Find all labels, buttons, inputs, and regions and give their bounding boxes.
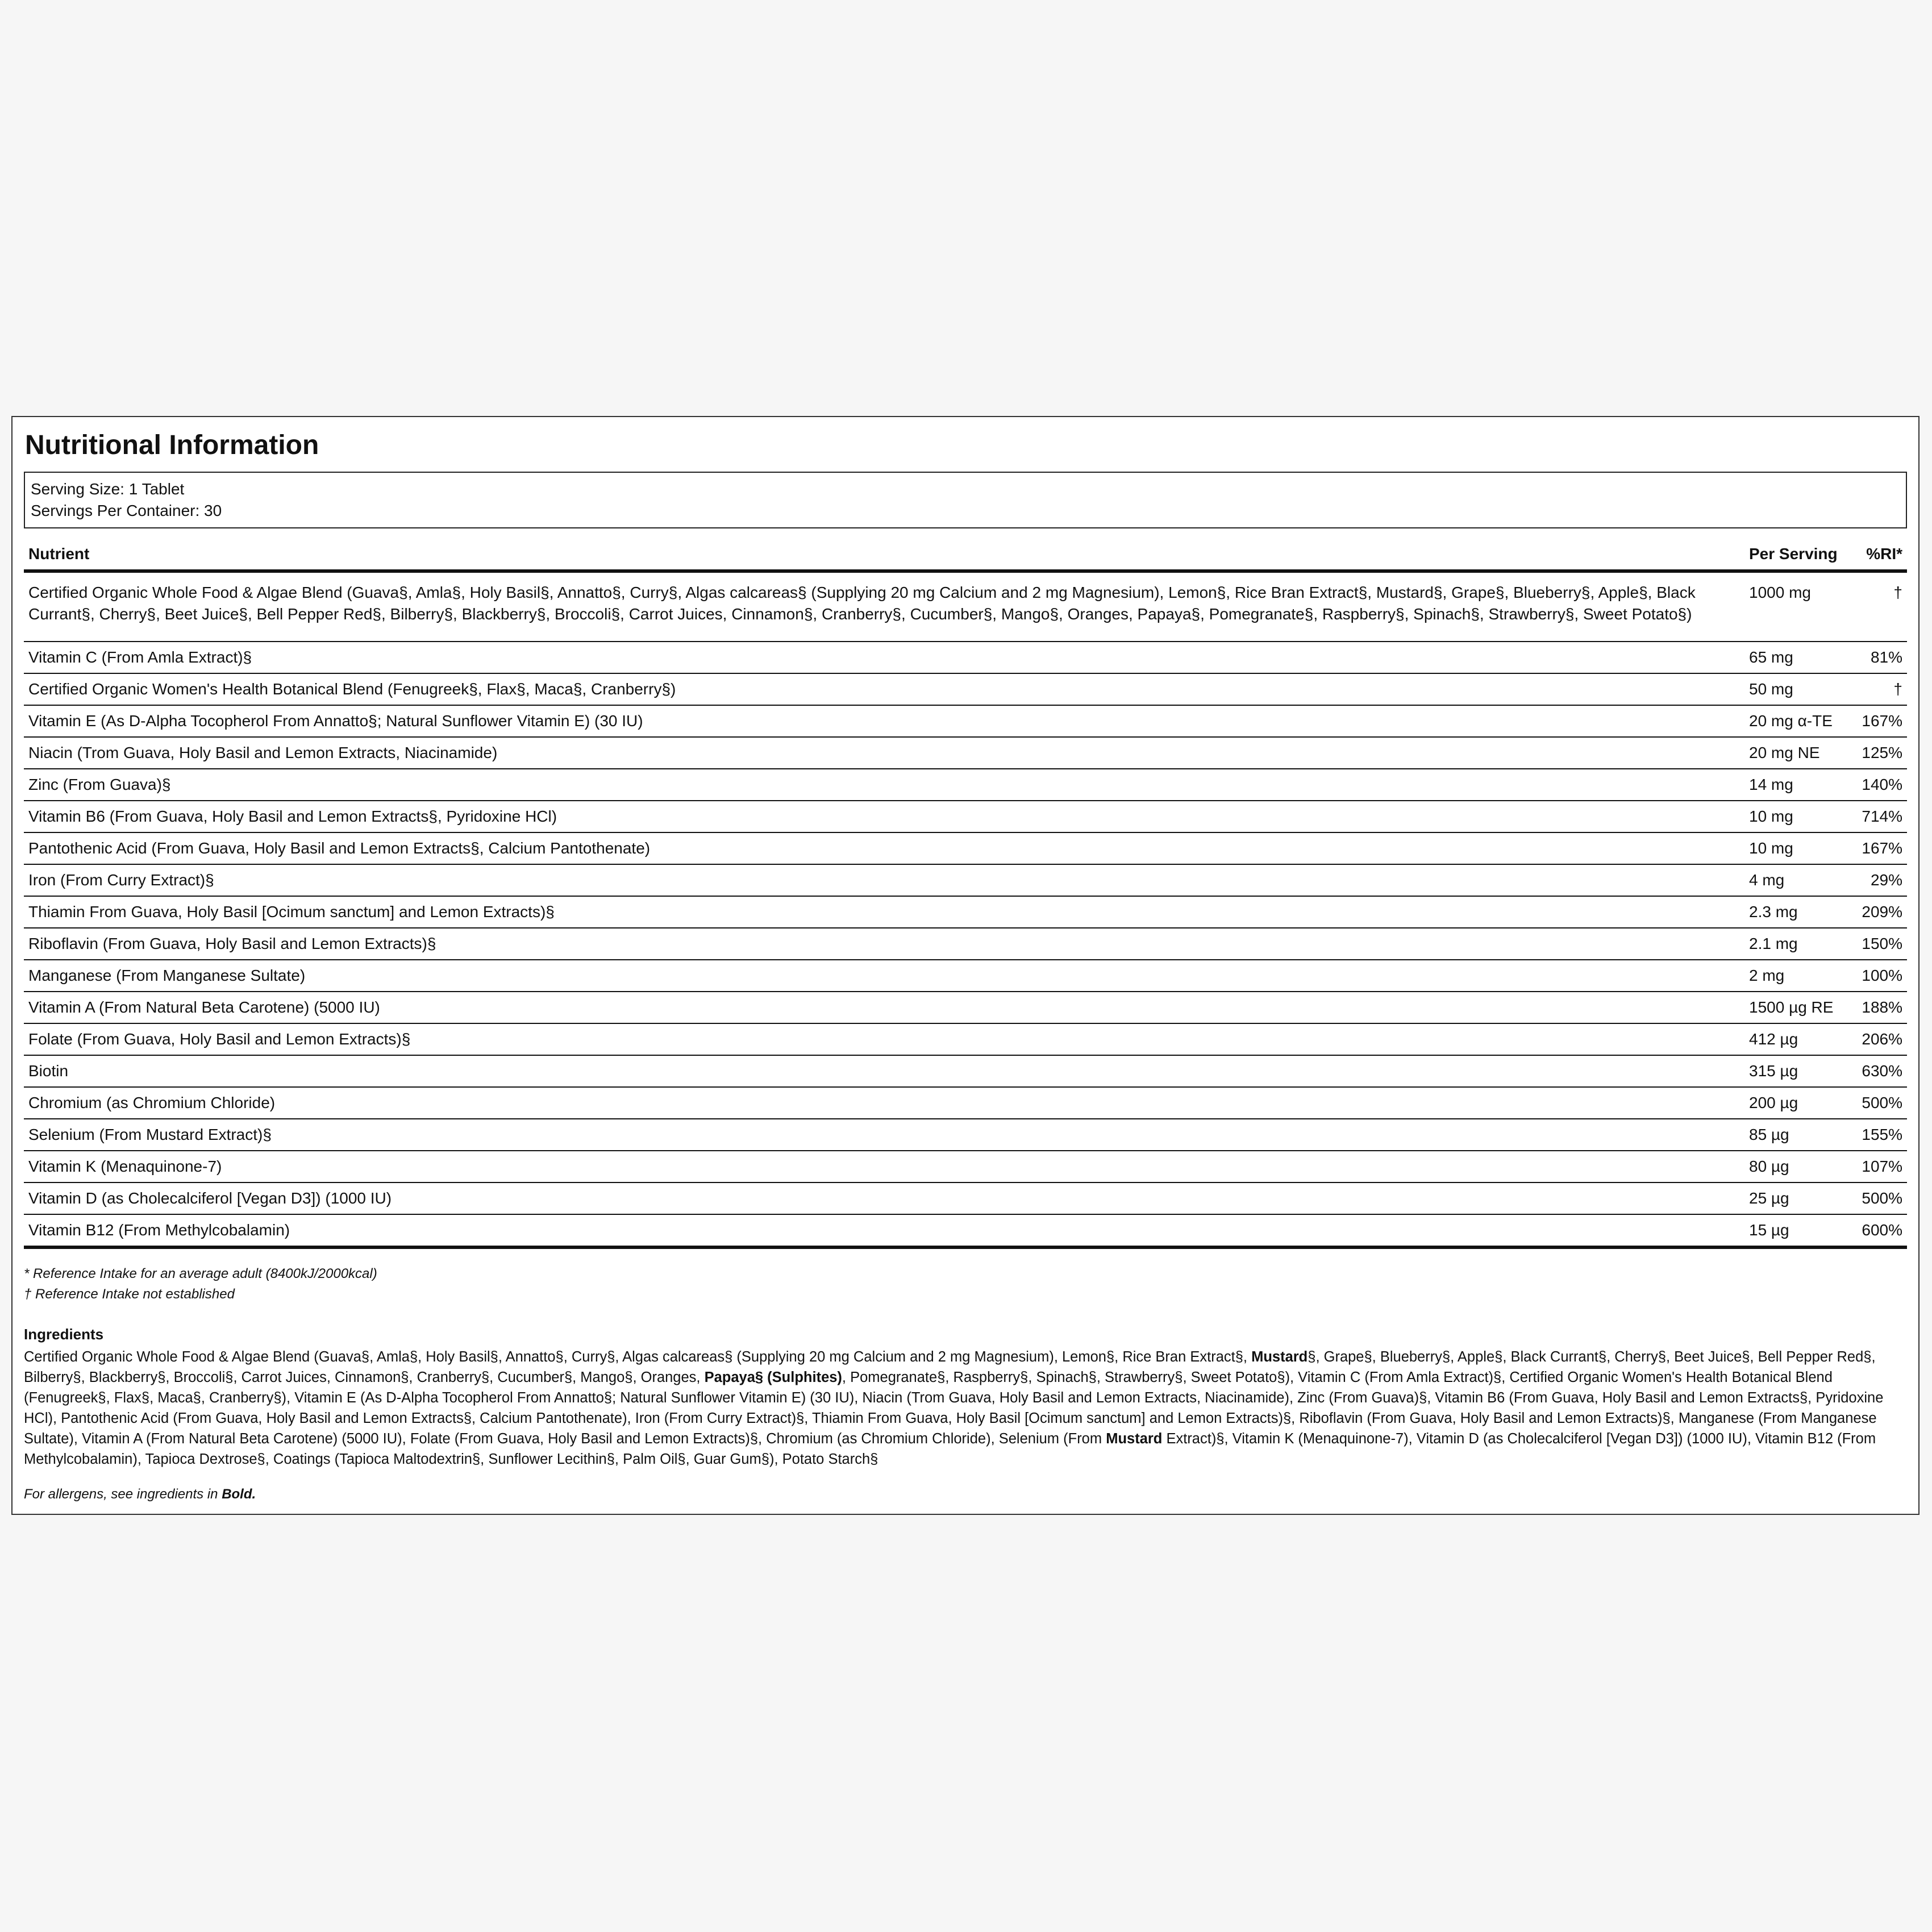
table-row bbox=[24, 673, 1907, 705]
per-serving-value: 10 mg bbox=[1744, 832, 1854, 864]
nutrient-name: Pantothenic Acid (From Guava, Holy Basil and Lemon Extracts§, Calcium Pantothenate) bbox=[24, 832, 1744, 864]
serving-info-box bbox=[24, 472, 1907, 528]
table-row bbox=[24, 571, 1907, 642]
per-serving-value: 2.3 mg bbox=[1744, 896, 1854, 928]
nutrient-name: Vitamin B12 (From Methylcobalamin) bbox=[24, 1214, 1744, 1247]
per-serving-value: 14 mg bbox=[1744, 769, 1854, 801]
header-nutrient: Nutrient bbox=[24, 539, 1744, 571]
table-row bbox=[24, 832, 1907, 864]
per-serving-value: 200 µg bbox=[1744, 1087, 1854, 1119]
table-row bbox=[24, 1214, 1907, 1247]
per-serving-value: 15 µg bbox=[1744, 1214, 1854, 1247]
allergen-note-text: For allergens, see ingredients in bbox=[24, 1487, 222, 1502]
table-row bbox=[24, 769, 1907, 801]
ri-footnote: * Reference Intake for an average adult (8400kJ/2000kcal) bbox=[24, 1266, 377, 1281]
nutrition-panel bbox=[11, 416, 1919, 1515]
nutrient-table bbox=[24, 539, 1907, 1249]
ri-value: 188% bbox=[1854, 992, 1907, 1023]
table-row bbox=[24, 705, 1907, 737]
ri-value: 155% bbox=[1854, 1119, 1907, 1151]
footnotes bbox=[24, 1264, 1907, 1305]
table-row bbox=[24, 896, 1907, 928]
ingredient-text: Certified Organic Whole Food & Algae Blend (Guava§, Amla§, Holy Basil§, Annatto§, Curry§, Algas calcareas§ (Supplying 20 mg Calcium and 2 mg Magnesium), Lemon§, Rice Bran Extract§, bbox=[24, 1349, 1252, 1365]
allergen-note bbox=[24, 1484, 1907, 1505]
per-serving-value: 20 mg α-TE bbox=[1744, 705, 1854, 737]
table-row bbox=[24, 992, 1907, 1023]
per-serving-value: 315 µg bbox=[1744, 1055, 1854, 1087]
nutrient-name: Riboflavin (From Guava, Holy Basil and Lemon Extracts)§ bbox=[24, 928, 1744, 960]
dagger-footnote: † Reference Intake not established bbox=[24, 1286, 235, 1302]
nutrient-table-body bbox=[24, 571, 1907, 1247]
ri-value: 107% bbox=[1854, 1151, 1907, 1182]
ri-value: 500% bbox=[1854, 1087, 1907, 1119]
nutrient-name: Selenium (From Mustard Extract)§ bbox=[24, 1119, 1744, 1151]
nutrient-name: Vitamin K (Menaquinone-7) bbox=[24, 1151, 1744, 1182]
header-per-serving: Per Serving bbox=[1744, 539, 1854, 571]
ri-value: † bbox=[1854, 673, 1907, 705]
ri-value: † bbox=[1854, 571, 1907, 642]
allergen-ingredient: Mustard bbox=[1251, 1349, 1308, 1365]
ri-value: 630% bbox=[1854, 1055, 1907, 1087]
ri-value: 167% bbox=[1854, 832, 1907, 864]
nutrient-name: Vitamin D (as Cholecalciferol [Vegan D3]) (1000 IU) bbox=[24, 1182, 1744, 1214]
nutrient-name: Manganese (From Manganese Sultate) bbox=[24, 960, 1744, 992]
table-row bbox=[24, 642, 1907, 673]
ri-value: 100% bbox=[1854, 960, 1907, 992]
ri-value: 714% bbox=[1854, 801, 1907, 832]
per-serving-value: 20 mg NE bbox=[1744, 737, 1854, 769]
ri-value: 206% bbox=[1854, 1023, 1907, 1055]
ingredients-text bbox=[24, 1347, 1907, 1469]
nutrient-name: Niacin (Trom Guava, Holy Basil and Lemon Extracts, Niacinamide) bbox=[24, 737, 1744, 769]
per-serving-value: 4 mg bbox=[1744, 864, 1854, 896]
nutrient-name: Folate (From Guava, Holy Basil and Lemon Extracts)§ bbox=[24, 1023, 1744, 1055]
table-row bbox=[24, 1182, 1907, 1214]
ri-value: 81% bbox=[1854, 642, 1907, 673]
nutrient-name: Thiamin From Guava, Holy Basil [Ocimum sanctum] and Lemon Extracts)§ bbox=[24, 896, 1744, 928]
ingredient-text: , Pomegranate§, Raspberry§, Spinach§, Strawberry§, Sweet Potato§), Vitamin C (From Amla Extract)§, Certified Organic Women's Health Botanical Blend (Fenugreek§, Flax§, Maca§, Cranberry§), Vitamin E (As D-Alpha Tocopherol From Annatto§; Natural Sunflower Vitamin E) (30 IU), Niacin (Trom Guava, Holy Basil and Lemon Extracts, Niacinamide), Zinc (From Guava)§, Vitamin B6 (From Guava, Holy Basil and Lemon Extracts§, Pyridoxine HCl), Pantothenic Acid (From Guava, Holy Basil and Lemon Extracts§, Calcium Pantothenate), Iron (From Curry Extract)§, Thiamin From Guava, Holy Basil [Ocimum sanctum] and Lemon Extracts)§, Riboflavin (From Guava, Holy Basil and Lemon Extracts)§, Manganese (From Manganese Sultate), Vitamin A (From Natural Beta Carotene) (5000 IU), Folate (From Guava, Holy Basil and Lemon Extracts)§, Chromium (as Chromium Chloride), Selenium (From bbox=[24, 1369, 1884, 1447]
per-serving-value: 85 µg bbox=[1744, 1119, 1854, 1151]
nutrient-name: Vitamin B6 (From Guava, Holy Basil and Lemon Extracts§, Pyridoxine HCl) bbox=[24, 801, 1744, 832]
nutrient-name: Vitamin E (As D-Alpha Tocopherol From Annatto§; Natural Sunflower Vitamin E) (30 IU) bbox=[24, 705, 1744, 737]
per-serving-value: 10 mg bbox=[1744, 801, 1854, 832]
per-serving-value: 65 mg bbox=[1744, 642, 1854, 673]
table-row bbox=[24, 1055, 1907, 1087]
serving-size: Serving Size: 1 Tablet bbox=[31, 480, 185, 498]
table-row bbox=[24, 1119, 1907, 1151]
per-serving-value: 1000 mg bbox=[1744, 571, 1854, 642]
table-row bbox=[24, 1087, 1907, 1119]
ingredient-text: §, Grape§, Blueberry§, Apple§, Black Currant§, Cherry§, Beet Juice§, Bell Pepper Red§, Bilberry§, Blackberry§, Broccoli§, Carrot Juices, Cinnamon§, Cranberry§, Cucumber§, Mango§, Oranges, bbox=[24, 1349, 1876, 1385]
allergen-note-bold: Bold. bbox=[222, 1487, 256, 1502]
ingredient-text: Extract)§, Vitamin K (Menaquinone-7), Vitamin D (as Cholecalciferol [Vegan D3]) (1000 IU), Vitamin B12 (From Methylcobalamin), Tapioca Dextrose§, Coatings (Tapioca Maltodextrin§, Sunflower Lecithin§, Palm Oil§, Guar Gum§), Potato Starch§ bbox=[24, 1431, 1876, 1467]
table-row bbox=[24, 960, 1907, 992]
table-row bbox=[24, 801, 1907, 832]
ri-value: 150% bbox=[1854, 928, 1907, 960]
ri-value: 600% bbox=[1854, 1214, 1907, 1247]
per-serving-value: 2.1 mg bbox=[1744, 928, 1854, 960]
allergen-ingredient: Papaya§ (Sulphites) bbox=[704, 1369, 842, 1385]
header-ri: %RI* bbox=[1854, 539, 1907, 571]
nutrient-name: Chromium (as Chromium Chloride) bbox=[24, 1087, 1744, 1119]
table-header-row bbox=[24, 539, 1907, 571]
table-row bbox=[24, 1151, 1907, 1182]
page-title: Nutritional Information bbox=[25, 430, 319, 460]
ri-value: 167% bbox=[1854, 705, 1907, 737]
nutrient-name: Certified Organic Whole Food & Algae Blend (Guava§, Amla§, Holy Basil§, Annatto§, Curry§, Algas calcareas§ (Supplying 20 mg Calcium and 2 mg Magnesium), Lemon§, Rice Bran Extract§, Mustard§, Grape§, Blueberry§, Apple§, Black Currant§, Cherry§, Beet Juice§, Bell Pepper Red§, Bilberry§, Blackberry§, Broccoli§, Carrot Juices, Cinnamon§, Cranberry§, Cucumber§, Mango§, Oranges, Papaya§, Pomegranate§, Raspberry§, Spinach§, Strawberry§, Sweet Potato§) bbox=[24, 571, 1744, 642]
nutrient-name: Certified Organic Women's Health Botanical Blend (Fenugreek§, Flax§, Maca§, Cranberry§) bbox=[24, 673, 1744, 705]
nutrient-name: Vitamin A (From Natural Beta Carotene) (5000 IU) bbox=[24, 992, 1744, 1023]
per-serving-value: 2 mg bbox=[1744, 960, 1854, 992]
per-serving-value: 25 µg bbox=[1744, 1182, 1854, 1214]
table-row bbox=[24, 864, 1907, 896]
ri-value: 140% bbox=[1854, 769, 1907, 801]
table-row bbox=[24, 737, 1907, 769]
ri-value: 500% bbox=[1854, 1182, 1907, 1214]
nutrient-name: Vitamin C (From Amla Extract)§ bbox=[24, 642, 1744, 673]
servings-per-container: Servings Per Container: 30 bbox=[31, 502, 222, 519]
per-serving-value: 1500 µg RE bbox=[1744, 992, 1854, 1023]
ri-value: 125% bbox=[1854, 737, 1907, 769]
table-row bbox=[24, 1023, 1907, 1055]
per-serving-value: 80 µg bbox=[1744, 1151, 1854, 1182]
per-serving-value: 50 mg bbox=[1744, 673, 1854, 705]
ri-value: 209% bbox=[1854, 896, 1907, 928]
ingredients-heading: Ingredients bbox=[24, 1326, 104, 1343]
ri-value: 29% bbox=[1854, 864, 1907, 896]
table-row bbox=[24, 928, 1907, 960]
nutrient-name: Biotin bbox=[24, 1055, 1744, 1087]
allergen-ingredient: Mustard bbox=[1106, 1431, 1163, 1447]
nutrient-name: Zinc (From Guava)§ bbox=[24, 769, 1744, 801]
nutrient-name: Iron (From Curry Extract)§ bbox=[24, 864, 1744, 896]
per-serving-value: 412 µg bbox=[1744, 1023, 1854, 1055]
